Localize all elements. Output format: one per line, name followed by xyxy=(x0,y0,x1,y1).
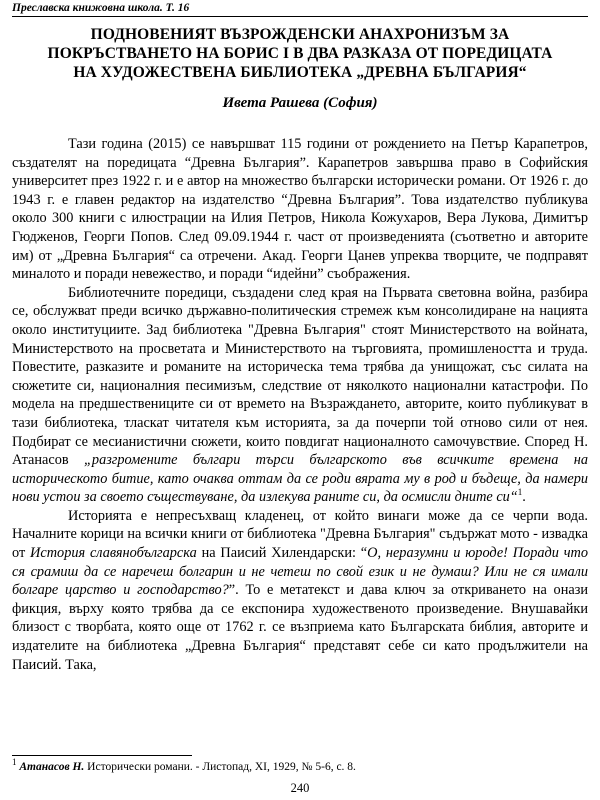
title-line-2: ПОКРЪСТВАНЕТО НА БОРИС I В ДВА РАЗКАЗА ОТ ПОРЕДИЦАТА xyxy=(47,45,553,62)
paragraph-1: Тази година (2015) се навършват 115 години от рождението на Петър Карапетров, създателят на поредицата “Древна България”. Карапетров завършва право в Софийския университет през 1922 г. и е автор на множество български исторически романи. От 1926 г. до 1943 г. е главен редактор на издателство “Древна България”. Това издателство публикува около 300 книги с илюстрации на Илия Петров, Никола Кожухаров, Вера Лукова, Димитър Гюдженов, Георги Попов. След 09.09.1944 г. част от произведенията (съответно и авторите им) от „Древна България“ са отречени. Акад. Георги Цанев упреква творците, че подправят миналото и поради невежество, и поради “идейни” съображения. xyxy=(12,136,588,283)
page-number: 240 xyxy=(290,781,310,795)
paragraph-3-start: Историята е непресъхващ кладенец, от който винаги може да се черпи вода. Началните корици на всички книги от библиотека "Древна България" съдържат мото - извадка от xyxy=(12,507,589,562)
footnote-divider xyxy=(12,755,192,756)
footnote-author: Атанасов Н. xyxy=(19,761,85,773)
article-body xyxy=(12,135,588,674)
paragraph-2-end: . xyxy=(522,489,526,506)
footnote-text: Исторически романи. - Листопад, XI, 1929, № 5-6, с. 8. xyxy=(84,761,356,773)
paragraph-2-quote: „разгромените българи търси българското във всичките времена на историческото битие, като очаква оттам да се роди вярата му в род и бъдеще, да намери нови устои за своето съществуване, да излекува раните си, да осмисли дните си“ xyxy=(12,452,588,506)
paragraph-2 xyxy=(12,284,588,507)
article-author: Ивета Рашева (София) xyxy=(222,95,378,111)
footnote xyxy=(12,757,588,774)
article-title xyxy=(12,25,588,82)
footnote-reference[interactable]: 1 xyxy=(517,487,523,498)
paragraph-3-book-title: История славянобългарска xyxy=(30,545,197,562)
running-header: Преславска книжовна школа. Т. 16 xyxy=(12,2,588,17)
paragraph-3-end: ”. То е метатекст и дава ключ за откриването на онази фикция, върху която трябва да се експонира художественото произведение. Внушавайки близост с творбата, която още от 1762 г. се възприема като Българската библия, авторите и издателите на библиотека „Древна България“ представят себе си като продължители на Паисий. Така, xyxy=(12,582,588,673)
paragraph-2-text: Библиотечните поредици, създадени след края на Първата световна война, разбира се, обслужват преди всичко държавно-политическия стремеж към консолидиране на нацията около институциите. Зад библиотека "Древна България" стоят Министерството на войната, Министерството на просветата и Министерството на търговията, промишлеността и труда. Повестите, разказите и романите на историческа тема трябва да унищожат, със силата на сюжетите си, националния песимизъм, следствие от няколкото национални катастрофи. По модела на предшествениците си от времето на Възраждането, авторите, които публикуват в тази библиотека, тласкат читателя към историята, за да почерпи той отново сили от нея. Подбират се месианистични сюжети, които повдигат националното самочувствие. Според Н. Атанасов xyxy=(12,284,588,469)
title-line-3: НА ХУДОЖЕСТВЕНА БИБЛИОТЕКА „ДРЕВНА БЪЛГАРИЯ“ xyxy=(73,64,527,81)
footnote-mark: 1 xyxy=(12,757,17,768)
title-line-1: ПОДНОВЕНИЯТ ВЪЗРОЖДЕНСКИ АНАХРОНИЗЪМ ЗА xyxy=(90,26,510,43)
paragraph-3 xyxy=(12,507,588,674)
paragraph-3-quote: О, неразумни и юроде! Поради что ся срамиш да се наречеш болгарин и не четеш по свой език и не думаш? Или не ся имали болгаре царство и господарство? xyxy=(12,545,589,599)
paragraph-3-mid: на Паисий Хилендарски: “ xyxy=(201,545,368,562)
